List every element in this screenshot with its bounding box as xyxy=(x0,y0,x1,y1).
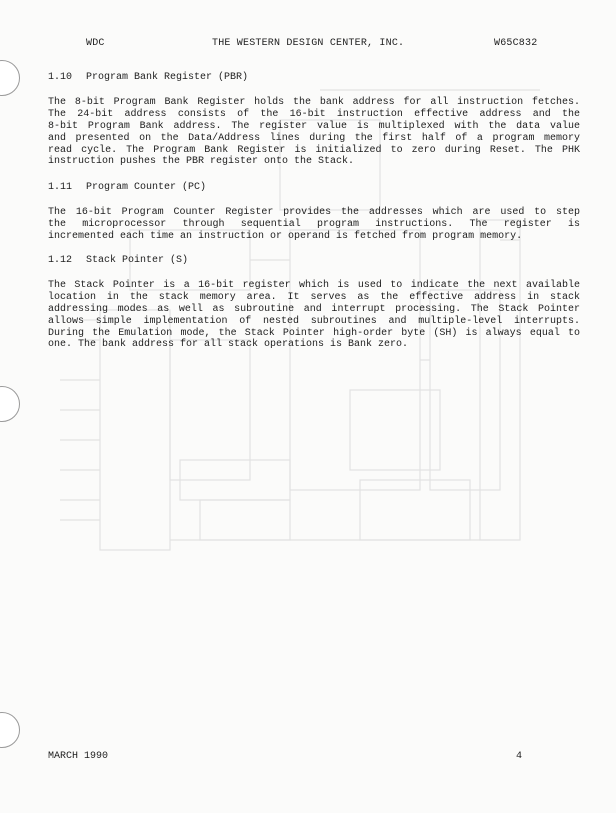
paragraph-line: read cycle. The Program Bank Register is initialized to zero during Reset. The PHK xyxy=(48,144,580,156)
header-company-abbrev: WDC xyxy=(86,38,105,49)
section-heading-sp xyxy=(48,255,188,266)
paragraph-line: location in the stack memory area. It serves as the effective address in stack xyxy=(48,291,580,303)
paragraph-line: addressing modes as well as subroutine and interrupt processing. The Stack Pointer xyxy=(48,303,580,315)
section-number: 1.10 xyxy=(48,72,73,83)
paragraph-line: The 8-bit Program Bank Register holds the bank address for all instruction fetches. xyxy=(48,97,580,108)
paragraph-line: During the Emulation mode, the Stack Pointer high-order byte (SH) is always equal to xyxy=(48,327,580,339)
paragraph-line: instruction pushes the PBR register onto the Stack. xyxy=(48,156,355,168)
paragraph-pbr xyxy=(48,97,580,168)
paragraph-line: one. The bank address for all stack operations is Bank zero. xyxy=(48,339,409,351)
paragraph-line: The Stack Pointer is a 16-bit register which is used to indicate the next available xyxy=(48,280,580,291)
footer-date: MARCH 1990 xyxy=(48,751,109,762)
section-heading-pbr xyxy=(48,72,248,83)
header-company-name: THE WESTERN DESIGN CENTER, INC. xyxy=(212,38,405,49)
section-heading-pc xyxy=(48,182,206,193)
section-number: 1.12 xyxy=(48,255,73,266)
paragraph-line: incremented each time an instruction or operand is fetched from program memory. xyxy=(48,230,523,242)
paragraph-line: The 24-bit address consists of the 16-bit instruction effective address and the xyxy=(48,108,580,120)
paragraph-line: The 16-bit Program Counter Register provides the addresses which are used to step xyxy=(48,207,580,218)
paragraph-line: and presented on the Data/Address lines during the first half of a program memory xyxy=(48,132,580,144)
binder-hole-top xyxy=(0,60,20,96)
section-title: Program Counter (PC) xyxy=(86,182,207,193)
paragraph-line: the microprocessor through sequential program instructions. The register is xyxy=(48,218,580,230)
header-part-number: W65C832 xyxy=(494,38,538,49)
binder-hole-bottom xyxy=(0,712,20,748)
paragraph-line: allows simple implementation of nested subroutines and multiple-level interrupts. xyxy=(48,315,580,327)
section-title: Program Bank Register (PBR) xyxy=(86,72,249,83)
binder-hole-middle xyxy=(0,386,20,422)
section-number: 1.11 xyxy=(48,182,73,193)
paragraph-line: 8-bit Program Bank address. The register value is multiplexed with the data value xyxy=(48,120,580,132)
section-title: Stack Pointer (S) xyxy=(86,255,189,266)
paragraph-sp xyxy=(48,280,580,351)
footer-page-number: 4 xyxy=(516,751,523,762)
paragraph-pc xyxy=(48,207,580,243)
